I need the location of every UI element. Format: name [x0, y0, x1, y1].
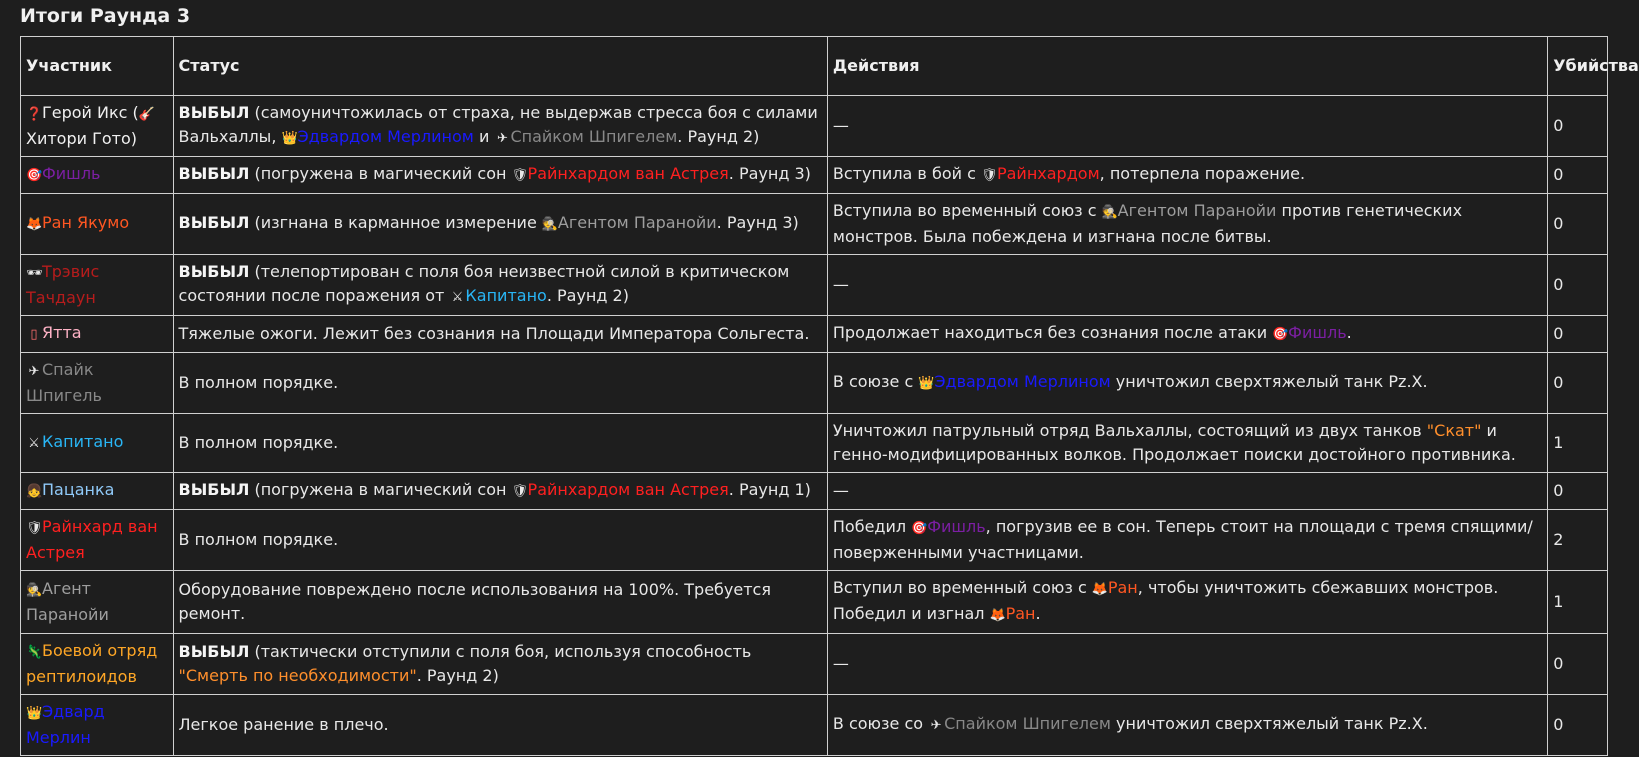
actions-cell	[827, 96, 1547, 157]
column-header-participant: Участник	[21, 37, 174, 96]
column-header-status: Статус	[173, 37, 827, 96]
actions-cell	[827, 510, 1547, 571]
text-fragment: (погружена в магический сон	[249, 164, 512, 183]
character-name: Ятта	[42, 323, 82, 342]
kills-cell: 0	[1548, 96, 1608, 157]
kills-cell: 0	[1548, 695, 1608, 756]
table-row	[21, 316, 1608, 353]
character-name: Капитано	[465, 286, 547, 305]
text-fragment: В союзе со	[832, 714, 929, 733]
status-cell	[173, 695, 827, 756]
actions-cell	[827, 695, 1547, 756]
results-table	[20, 36, 1639, 756]
kills-cell: 0	[1548, 194, 1608, 255]
participant-cell	[21, 473, 174, 510]
emoji-icon: 🕵	[541, 217, 559, 232]
text-fragment: В полном порядке.	[178, 373, 339, 392]
status-cell	[173, 255, 827, 316]
emoji-icon: 👑	[26, 706, 43, 721]
emoji-icon: 🎯	[1272, 327, 1289, 342]
status-cell	[173, 96, 827, 157]
actions-cell	[827, 255, 1547, 316]
emoji-icon: 🦊	[1091, 582, 1109, 597]
emoji-icon: 🛡	[26, 521, 43, 536]
status-cell	[173, 510, 827, 571]
participant-cell	[21, 194, 174, 255]
character-name: Трэвис Тачдаун	[26, 262, 100, 307]
emoji-icon: 🛡	[980, 168, 998, 183]
emoji-icon: 🦊	[989, 608, 1006, 623]
actions-cell	[827, 316, 1547, 353]
text-fragment: (изгнана в карманное измерение	[249, 213, 542, 232]
character-name: Эдвардом Мерлином	[934, 372, 1111, 391]
emoji-icon: 🕵	[26, 583, 43, 598]
emoji-icon: 🛡	[511, 484, 529, 499]
table-row	[21, 571, 1608, 634]
emoji-icon: ✈	[497, 131, 508, 146]
kills-cell: 1	[1548, 414, 1608, 473]
participant-cell	[21, 96, 174, 157]
text-fragment: Легкое ранение в плечо.	[178, 715, 389, 734]
emoji-icon: 👑	[281, 131, 298, 146]
status-cell	[173, 157, 827, 194]
table-row	[21, 414, 1608, 473]
kills-cell: 2	[1548, 510, 1608, 571]
emoji-icon: 🎸	[138, 107, 155, 122]
status-cell	[173, 571, 827, 634]
status-cell	[173, 473, 827, 510]
status-label: ВЫБЫЛ	[178, 642, 250, 661]
character-name: "Скат"	[1426, 421, 1482, 440]
participant-cell	[21, 255, 174, 316]
emoji-icon: ❓	[26, 107, 43, 122]
text-fragment: .	[1346, 323, 1352, 342]
kills-cell: 0	[1548, 473, 1608, 510]
text-fragment: В полном порядке.	[178, 530, 339, 549]
text-fragment: —	[832, 116, 849, 135]
character-name: Фишль	[42, 164, 101, 183]
status-cell	[173, 353, 827, 414]
participant-cell	[21, 414, 174, 473]
table-header-row	[21, 37, 1608, 96]
actions-cell	[827, 473, 1547, 510]
text-fragment: Уничтожил патрульный отряд Вальхаллы, состоящий из двух танков	[832, 421, 1427, 440]
status-cell	[173, 316, 827, 353]
character-name: Агент Паранойи	[26, 579, 109, 624]
emoji-icon: 🦎	[26, 645, 43, 660]
text-fragment: (самоуничтожилась от страха, не выдержав стресса боя с силами Вальхаллы,	[178, 103, 818, 146]
page-title: Итоги Раунда 3	[20, 5, 191, 27]
character-name: Ран	[1107, 578, 1138, 597]
emoji-icon: 👧	[26, 484, 43, 499]
kills-cell: 0	[1548, 316, 1608, 353]
character-name: Райнхард ван Астрея	[26, 517, 158, 562]
text-fragment: уничтожил сверхтяжелый танк Pz.X.	[1110, 714, 1428, 733]
character-name: Герой Икс (	[42, 103, 139, 122]
text-fragment: . Раунд 2)	[677, 127, 760, 146]
emoji-icon: 🎯	[911, 521, 928, 536]
participant-cell	[21, 316, 174, 353]
text-fragment: Вступила во временный союз с	[832, 201, 1102, 220]
text-fragment: .	[1035, 604, 1041, 623]
character-name: Боевой отряд рептилоидов	[26, 641, 158, 686]
character-name: Хитори Гото)	[26, 129, 138, 148]
emoji-icon: ⚔	[28, 436, 40, 451]
table-row	[21, 510, 1608, 571]
emoji-icon: 🎯	[26, 168, 43, 183]
character-name: Райнхардом ван Астрея	[527, 164, 729, 183]
table-row	[21, 96, 1608, 157]
text-fragment: Тяжелые ожоги. Лежит без сознания на Площади Императора Сольгеста.	[178, 324, 810, 343]
text-fragment: против генетических монстров. Была побеждена и изгнана после битвы.	[832, 201, 1463, 246]
table-body	[21, 96, 1608, 756]
emoji-icon: 🕵	[1101, 205, 1118, 220]
text-fragment: , потерпела поражение.	[1099, 164, 1306, 183]
status-cell	[173, 414, 827, 473]
actions-cell	[827, 353, 1547, 414]
status-label: ВЫБЫЛ	[178, 103, 250, 122]
emoji-icon: ✈	[930, 718, 942, 733]
kills-cell: 0	[1548, 255, 1608, 316]
kills-cell: 0	[1548, 157, 1608, 194]
text-fragment: Вступил во временный союз с	[832, 578, 1092, 597]
table-row	[21, 353, 1608, 414]
table-row	[21, 255, 1608, 316]
table-row	[21, 473, 1608, 510]
character-name: Спайком Шпигелем	[944, 714, 1111, 733]
kills-cell: 0	[1548, 353, 1608, 414]
text-fragment: —	[832, 654, 849, 673]
emoji-icon: 🕶	[26, 266, 43, 281]
table-row	[21, 157, 1608, 194]
status-cell	[173, 194, 827, 255]
text-fragment: В союзе с	[832, 372, 919, 391]
text-fragment: Продолжает находиться без сознания после атаки	[832, 323, 1273, 342]
participant-cell	[21, 571, 174, 634]
character-name: Фишль	[1288, 323, 1347, 342]
text-fragment: и генно-модифицированных волков. Продолжает поиски достойного противника.	[832, 421, 1516, 464]
text-fragment: , чтобы уничтожить сбежавших монстров. Победил и изгнал	[832, 578, 1499, 623]
text-fragment: Оборудование повреждено после использования на 100%. Требуется ремонт.	[178, 580, 771, 623]
table-row	[21, 634, 1608, 695]
character-name: Ран Якумо	[42, 213, 130, 232]
actions-cell	[827, 571, 1547, 634]
text-fragment: —	[832, 275, 849, 294]
table-row	[21, 194, 1608, 255]
text-fragment: —	[832, 481, 849, 500]
text-fragment: и	[473, 127, 495, 146]
status-label: ВЫБЫЛ	[178, 480, 250, 499]
text-fragment: Победил	[832, 517, 912, 536]
character-name: Эдвардом Мерлином	[297, 127, 474, 146]
text-fragment: уничтожил сверхтяжелый танк Pz.X.	[1110, 372, 1428, 391]
text-fragment: (погружена в магический сон	[249, 480, 512, 499]
character-name: Ран	[1005, 604, 1036, 623]
kills-cell: 1	[1548, 571, 1608, 634]
character-name: Фишль	[927, 517, 986, 536]
participant-cell	[21, 353, 174, 414]
table-row	[21, 695, 1608, 756]
character-name: "Смерть по необходимости"	[178, 666, 417, 685]
actions-cell	[827, 414, 1547, 473]
text-fragment: , погрузив ее в сон. Теперь стоит на площади с тремя спящими/поверженными участницами.	[832, 517, 1533, 562]
character-name: Агентом Паранойи	[1117, 201, 1277, 220]
text-fragment: В полном порядке.	[178, 433, 339, 452]
participant-cell	[21, 695, 174, 756]
text-fragment: . Раунд 3)	[716, 213, 799, 232]
text-fragment: . Раунд 1)	[728, 480, 811, 499]
text-fragment: . Раунд 3)	[728, 164, 811, 183]
text-fragment: Вступила в бой с	[832, 164, 981, 183]
emoji-icon: 🛡	[511, 168, 529, 183]
emoji-icon: ⚔	[451, 290, 464, 305]
text-fragment: . Раунд 2)	[546, 286, 629, 305]
character-name: Капитано	[42, 432, 124, 451]
character-name: Спайком Шпигелем	[510, 127, 678, 146]
text-fragment: (тактически отступили с поля боя, используя способность	[249, 642, 752, 661]
character-name: Эдвард Мерлин	[26, 702, 105, 747]
actions-cell	[827, 194, 1547, 255]
participant-cell	[21, 157, 174, 194]
emoji-icon: 🦊	[26, 217, 43, 232]
participant-cell	[21, 510, 174, 571]
character-name: Райнхардом	[996, 164, 1100, 183]
participant-cell	[21, 634, 174, 695]
status-label: ВЫБЫЛ	[178, 164, 250, 183]
status-label: ВЫБЫЛ	[178, 262, 250, 281]
actions-cell	[827, 634, 1547, 695]
status-cell	[173, 634, 827, 695]
column-header-actions: Действия	[827, 37, 1547, 96]
character-name: Спайк Шпигель	[26, 360, 102, 405]
character-name: Райнхардом ван Астрея	[527, 480, 729, 499]
emoji-icon: ✈	[28, 364, 40, 379]
text-fragment: . Раунд 2)	[416, 666, 499, 685]
status-label: ВЫБЫЛ	[178, 213, 250, 232]
emoji-icon: ▯	[30, 327, 38, 342]
column-header-kills: Убийства	[1548, 37, 1608, 96]
actions-cell	[827, 157, 1547, 194]
character-name: Агентом Паранойи	[557, 213, 717, 232]
text-fragment: (телепортирован с поля боя неизвестной силой в критическом состоянии после поражения от	[178, 262, 790, 305]
kills-cell: 0	[1548, 634, 1608, 695]
character-name: Пацанка	[42, 480, 115, 499]
emoji-icon: 👑	[918, 376, 935, 391]
